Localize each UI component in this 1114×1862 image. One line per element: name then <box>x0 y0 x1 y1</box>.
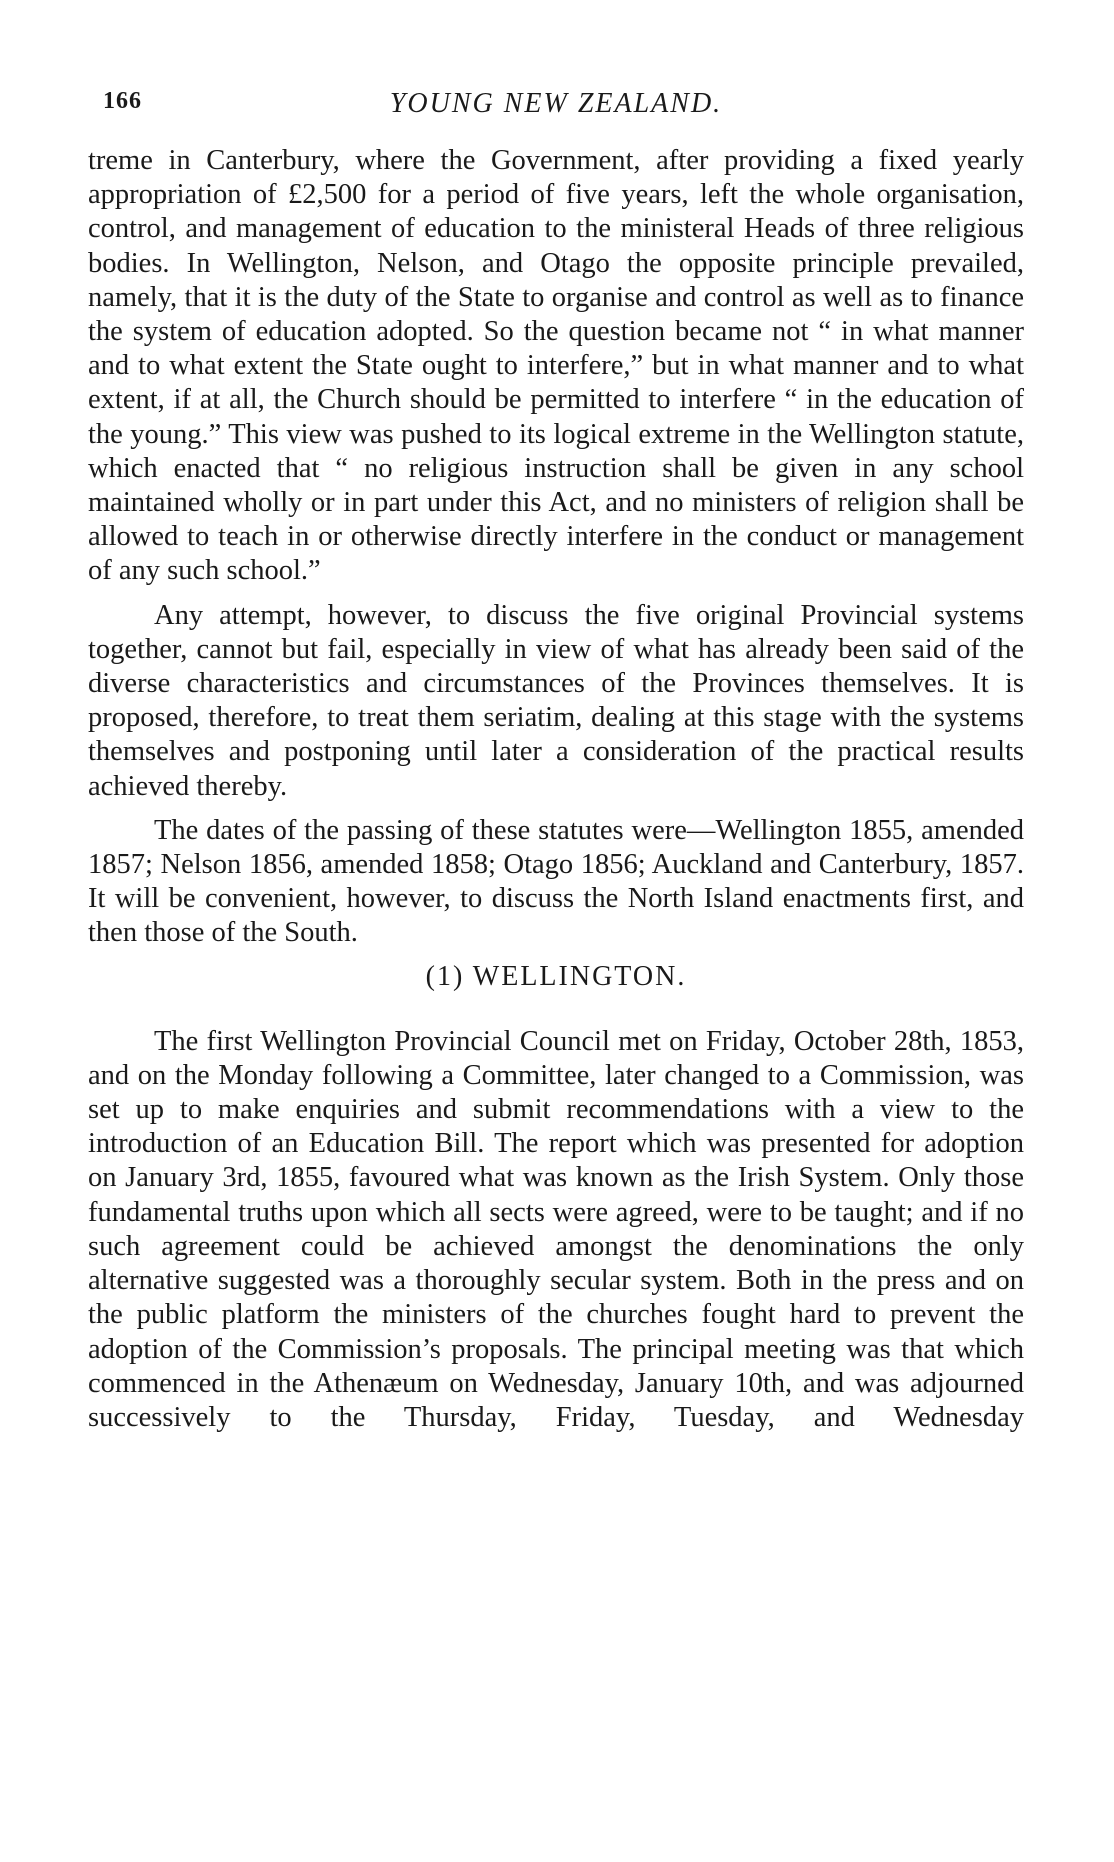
page-number: 166 <box>103 88 142 114</box>
book-page <box>88 88 1024 1435</box>
paragraph-statute-dates: The dates of the passing of these statutes were—Wellington 1855, amended 1857; Nelson 1856, amended 1858; Otago 1856; Auckland and Canterbury, 1857. It will be convenient, however, to discuss the North Island enactments first, and then those of the South. <box>88 814 1024 949</box>
paragraph-wellington-council: The first Wellington Provincial Council met on Friday, October 28th, 1853, and on the Monday following a Committee, later changed to a Commission, was set up to make enquiries and submit recommendations with a view to the introduction of an Education Bill. The report which was presented for adoption on January 3rd, 1855, favoured what was known as the Irish System. Only those fundamental truths upon which all sects were agreed, were to be taught; and if no such agreement could be achieved amongst the denominations the only alternative suggested was a thoroughly secular system. Both in the press and on the public platform the ministers of the churches fought hard to prevent the adoption of the Commission’s proposals. The principal meeting was that which commenced in the Athenæum on Wednesday, January 10th, and was adjourned successively to the Thursday, Friday, Tuesday, and Wednesday <box>88 1025 1024 1433</box>
running-title: YOUNG NEW ZEALAND. <box>389 88 723 119</box>
section-heading: (1) WELLINGTON. <box>425 960 687 992</box>
paragraph-continuation: treme in Canterbury, where the Government, after providing a fixed yearly appropriation of £2,500 for a period of five years, left the whole organisation, control, and management of education to the ministeral Heads of three religious bodies. In Wellington, Nelson, and Otago the opposite principle prevailed, namely, that it is the duty of the State to organise and control as well as to finance the system of education adopted. So the question became not “ in what manner and to what extent the State ought to interfere,” but in what manner and to what extent, if at all, the Church should be permitted to interfere “ in the education of the young.” This view was pushed to its logical extreme in the Wellington statute, which enacted that “ no religious instruction shall be given in any school maintained wholly or in part under this Act, and no ministers of religion shall be allowed to teach in or otherwise directly interfere in the conduct or management of any such school.” <box>88 145 1024 587</box>
paragraph-provincial-systems: Any attempt, however, to discuss the five original Provincial systems together, cannot but fail, especially in view of what has already been said of the diverse characteristics and circumstances of the Provinces themselves. It is proposed, therefore, to treat them seriatim, dealing at this stage with the systems themselves and postponing until later a consideration of the practical results achieved thereby. <box>88 599 1024 802</box>
running-head <box>88 88 1024 124</box>
